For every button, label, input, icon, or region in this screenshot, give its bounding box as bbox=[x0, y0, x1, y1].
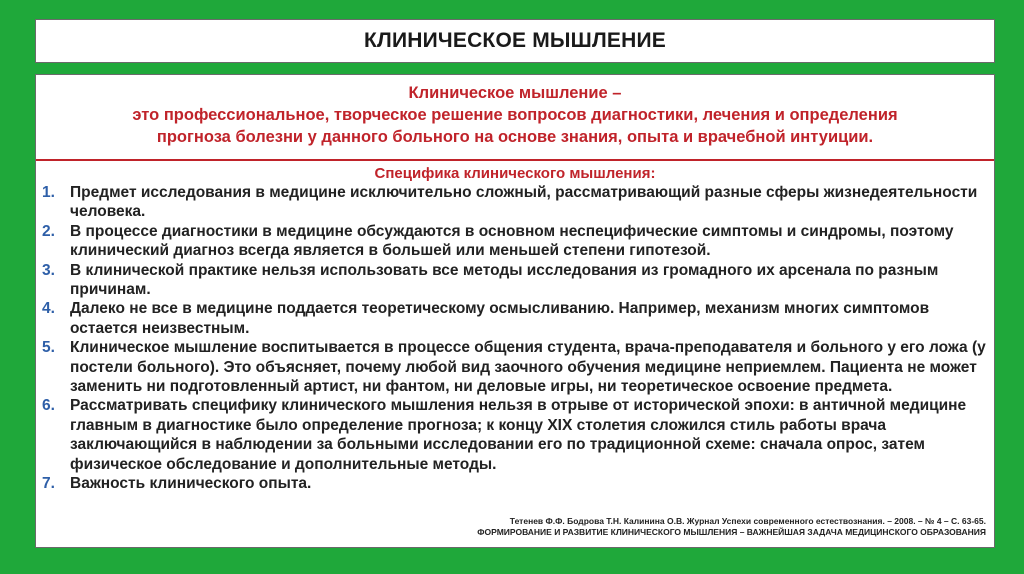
specifics-title: Специфика клинического мышления: bbox=[374, 165, 656, 182]
item-number: 2. bbox=[42, 222, 55, 240]
definition-block bbox=[36, 75, 994, 161]
slide-title: КЛИНИЧЕСКОЕ МЫШЛЕНИЕ bbox=[364, 29, 666, 52]
list-item bbox=[42, 474, 988, 493]
list-item bbox=[42, 396, 988, 474]
source-citation bbox=[477, 516, 986, 538]
item-text: Важность клинического опыта. bbox=[70, 475, 312, 493]
item-text: В процессе диагностики в медицине обсуждаются в основном неспецифические симптомы и синдромы, поэтому клинический диагноз всегда является в большей или меньшей степени гипотезой. bbox=[70, 222, 954, 260]
list-item bbox=[42, 299, 988, 338]
item-text: Клиническое мышление воспитывается в процессе общения студента, врача-преподавателя и больного у его ложа (у постели больного). Это объясняет, почему любой вид заочного обучения медицине неприемлем. Пациента не может заменить ни подготовленный артист, ни фантом, ни деловые игры, ни теоретическое освоение предмета. bbox=[70, 339, 986, 396]
definition-line-3: прогноза болезни у данного больного на основе знания, опыта и врачебной интуиции. bbox=[156, 128, 874, 146]
list-item bbox=[42, 261, 988, 300]
title-box bbox=[35, 19, 995, 63]
definition-line-2: это профессиональное, творческое решение вопросов диагностики, лечения и определения bbox=[132, 106, 898, 124]
definition-line-1: Клиническое мышление – bbox=[408, 84, 622, 102]
list-item bbox=[42, 338, 988, 396]
item-number: 7. bbox=[42, 475, 55, 493]
item-text: Предмет исследования в медицине исключительно сложный, рассматривающий разные сферы жизнедеятельности человека. bbox=[70, 184, 978, 221]
item-number: 3. bbox=[42, 261, 55, 279]
item-number: 5. bbox=[42, 339, 55, 357]
list-item bbox=[42, 183, 988, 222]
item-number: 4. bbox=[42, 300, 55, 318]
list-item bbox=[42, 222, 988, 261]
item-number: 1. bbox=[42, 184, 55, 201]
item-text: Далеко не все в медицине поддается теоретическому осмысливанию. Например, механизм многих симптомов остается неизвестным. bbox=[70, 300, 930, 337]
specifics-list bbox=[36, 183, 994, 494]
item-text: В клинической практике нельзя использовать все методы исследования из громадного их арсенала по разным причинам. bbox=[70, 261, 939, 299]
content-box bbox=[35, 74, 995, 548]
source-line-2: ФОРМИРОВАНИЕ И РАЗВИТИЕ КЛИНИЧЕСКОГО МЫШЛЕНИЯ – ВАЖНЕЙШАЯ ЗАДАЧА МЕДИЦИНСКОГО ОБРАЗОВАНИЯ bbox=[477, 527, 986, 537]
item-number: 6. bbox=[42, 397, 55, 415]
source-line-1: Тетенев Ф.Ф. Бодрова Т.Н. Калинина О.В. Журнал Успехи современного естествознания. – 2008. – № 4 – С. 63-65. bbox=[509, 516, 986, 526]
item-text: Рассматривать специфику клинического мышления нельзя в отрыве от исторической эпохи: в античной медицине главным в диагностике было определение прогноза; к концу XIX столетия сложился стиль работы врача заключающийся в наблюдении за больными исследовании его по традиционной схеме: сначала опрос, затем физическое обследование и дополнительные методы. bbox=[70, 397, 967, 473]
